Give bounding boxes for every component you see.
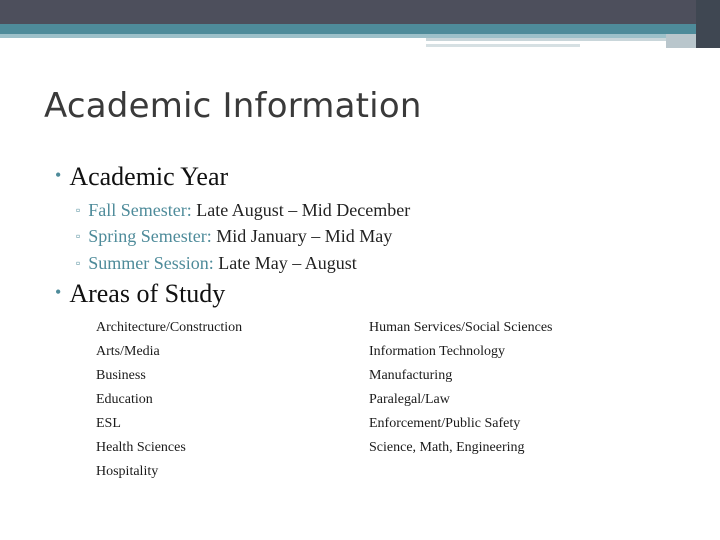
study-area: Health Sciences [96,440,186,455]
list-item [76,200,410,221]
header-corner-dark [696,0,720,48]
study-area: Science, Math, Engineering [369,440,525,455]
study-area: Business [96,368,146,383]
square-bullet-icon: ▫ [76,203,81,217]
section-heading-academic-year [55,162,228,192]
header-band-dark [0,0,720,24]
term-value: Mid January – Mid May [216,226,393,246]
header-stripe [426,38,666,41]
term-value: Late May – August [218,253,357,273]
study-area: Architecture/Construction [96,320,243,335]
study-area: ESL [96,416,121,431]
section-heading-text: Academic Year [69,162,229,191]
list-item [76,226,392,247]
study-area: Education [96,392,153,407]
study-area: Information Technology [369,344,506,359]
bullet-dot-icon: • [55,165,62,185]
term-label: Spring Semester: [88,226,212,246]
header-band-teal [0,24,720,34]
study-area: Enforcement/Public Safety [369,416,521,431]
header-stripe [426,44,580,47]
study-area: Arts/Media [96,344,160,359]
term-label: Fall Semester: [88,200,192,220]
bullet-dot-icon: • [55,282,62,302]
term-value: Late August – Mid December [196,200,411,220]
study-area: Human Services/Social Sciences [369,320,553,335]
study-area: Hospitality [96,464,159,479]
term-label: Summer Session: [88,253,214,273]
square-bullet-icon: ▫ [76,256,81,270]
square-bullet-icon: ▫ [76,229,81,243]
section-heading-text: Areas of Study [69,279,226,308]
section-heading-areas-of-study [55,279,225,309]
study-area: Paralegal/Law [369,392,450,407]
slide-title: Academic Information [44,86,422,126]
list-item [76,253,357,274]
study-area: Manufacturing [369,368,453,383]
